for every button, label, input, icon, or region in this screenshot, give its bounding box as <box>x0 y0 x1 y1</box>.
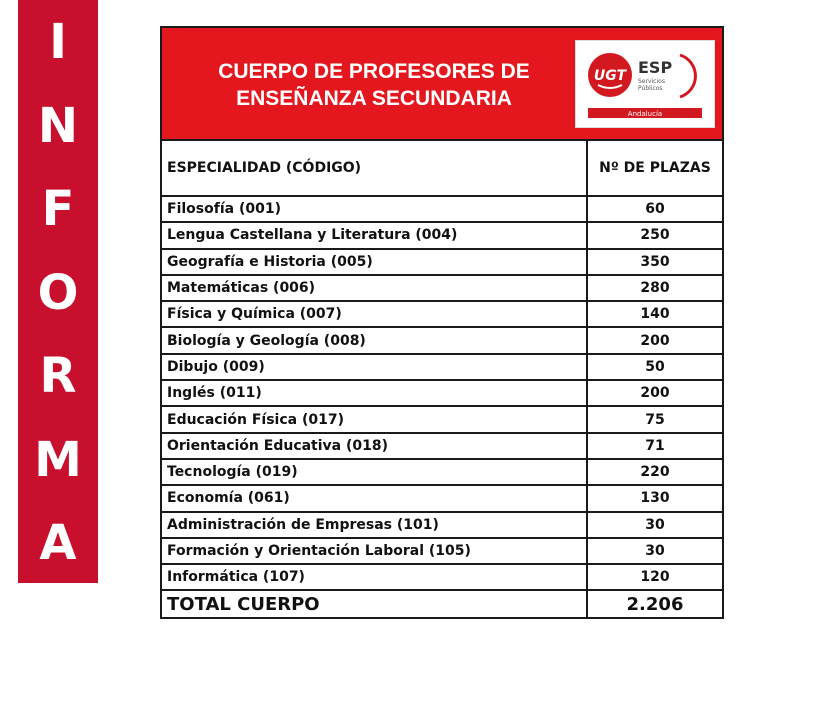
table-row <box>162 301 722 327</box>
plazas-cell: 220 <box>587 459 722 485</box>
table-row <box>162 275 722 301</box>
plazas-cell: 130 <box>587 485 722 511</box>
ugt-logo-icon <box>576 41 714 127</box>
table-row <box>162 327 722 353</box>
table-row <box>162 380 722 406</box>
especialidad-cell: Tecnología (019) <box>162 459 587 485</box>
especialidad-cell: Administración de Empresas (101) <box>162 512 587 538</box>
table-row <box>162 406 722 432</box>
especialidad-cell: Biología y Geología (008) <box>162 327 587 353</box>
table-row <box>162 222 722 248</box>
table-row <box>162 433 722 459</box>
table-row <box>162 249 722 275</box>
total-row <box>162 590 722 617</box>
especialidad-cell: Dibujo (009) <box>162 354 587 380</box>
logo-brand-text: UGT <box>593 68 627 84</box>
plazas-table <box>162 141 722 617</box>
title-line-2: ENSEÑANZA SECUNDARIA <box>236 87 512 110</box>
especialidad-cell: Informática (107) <box>162 564 587 590</box>
banner-letter: I <box>49 14 67 70</box>
banner-letter: M <box>34 431 82 488</box>
especialidad-cell: Economía (061) <box>162 485 587 511</box>
especialidad-cell: Educación Física (017) <box>162 406 587 432</box>
banner-letter: A <box>39 515 77 571</box>
informa-banner <box>18 0 98 583</box>
plazas-cell: 50 <box>587 354 722 380</box>
document-header <box>162 28 722 141</box>
column-header-plazas: Nº DE PLAZAS <box>587 141 722 196</box>
table-row <box>162 354 722 380</box>
plazas-cell: 30 <box>587 538 722 564</box>
banner-letter: N <box>37 97 79 154</box>
table-row <box>162 485 722 511</box>
especialidad-cell: Lengua Castellana y Literatura (004) <box>162 222 587 248</box>
plazas-cell: 120 <box>587 564 722 590</box>
especialidad-cell: Física y Química (007) <box>162 301 587 327</box>
banner-letter: R <box>39 348 77 404</box>
plazas-cell: 200 <box>587 380 722 406</box>
especialidad-cell: Filosofía (001) <box>162 196 587 222</box>
logo-unit-text: ESP <box>638 58 673 77</box>
logo-sub2-text: Públicos <box>638 85 663 92</box>
plazas-cell: 200 <box>587 327 722 353</box>
title-line-1: CUERPO DE PROFESORES DE <box>218 60 530 83</box>
table-row <box>162 196 722 222</box>
table-row <box>162 564 722 590</box>
plazas-cell: 140 <box>587 301 722 327</box>
total-value: 2.206 <box>626 593 684 615</box>
column-header-especialidad: ESPECIALIDAD (CÓDIGO) <box>162 141 587 196</box>
table-header-row <box>162 141 722 196</box>
especialidad-cell: Orientación Educativa (018) <box>162 433 587 459</box>
plazas-cell: 75 <box>587 406 722 432</box>
ugt-logo <box>575 40 715 128</box>
banner-letter: F <box>41 181 75 237</box>
banner-letter: O <box>37 264 79 321</box>
total-label: TOTAL CUERPO <box>162 590 587 617</box>
especialidad-cell: Matemáticas (006) <box>162 275 587 301</box>
logo-sub1-text: Servicios <box>638 78 665 85</box>
plazas-cell: 60 <box>587 196 722 222</box>
plazas-cell: 250 <box>587 222 722 248</box>
table-row <box>162 538 722 564</box>
document-table-card <box>160 26 724 619</box>
plazas-cell: 280 <box>587 275 722 301</box>
table-row <box>162 459 722 485</box>
table-row <box>162 512 722 538</box>
plazas-cell: 30 <box>587 512 722 538</box>
logo-region-text: Andalucía <box>627 110 663 118</box>
document-title <box>194 58 554 112</box>
plazas-cell: 71 <box>587 433 722 459</box>
especialidad-cell: Inglés (011) <box>162 380 587 406</box>
plazas-cell: 350 <box>587 249 722 275</box>
especialidad-cell: Formación y Orientación Laboral (105) <box>162 538 587 564</box>
especialidad-cell: Geografía e Historia (005) <box>162 249 587 275</box>
